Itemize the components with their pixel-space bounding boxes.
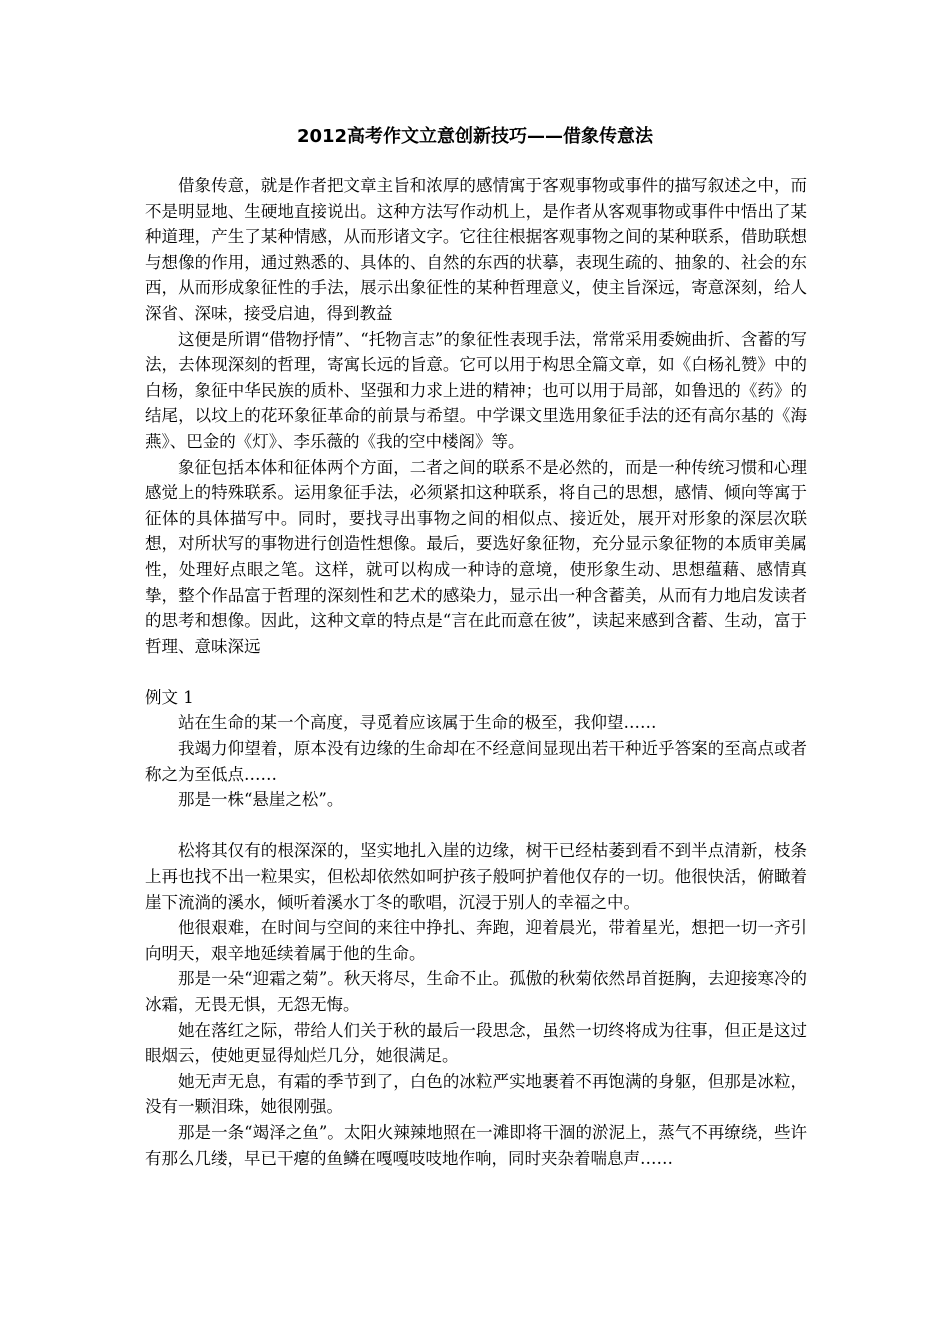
example-paragraph: 他很艰难，在时间与空间的来往中挣扎、奔跑，迎着晨光，带着星光，想把一切一齐引向明天，艰辛地延续着属于他的生命。 (145, 918, 807, 963)
paragraph-spacer (145, 659, 807, 685)
example-paragraph: 那是一朵“迎霜之菊”。秋天将尽，生命不止。孤傲的秋菊依然昂首挺胸，去迎接寒冷的冰霜，无畏无惧，无怨无悔。 (145, 969, 807, 1014)
example-label: 例文 1 (145, 687, 194, 707)
intro-paragraph: 借象传意，就是作者把文章主旨和浓厚的感情寓于客观事物或事件的描写叙述之中，而不是明显地、生硬地直接说出。这种方法写作动机上，是作者从客观事物或事件中悟出了某种道理，产生了某种情感，从而形诸文字。它往往根据客观事物之间的某种联系，借助联想与想像的作用，通过熟悉的、具体的、自然的东西的状摹，表现生疏的、抽象的、社会的东西，从而形成象征性的手法，展示出象征性的某种哲理意义，使主旨深远，寄意深刻，给人深省、深味，接受启迪，得到教益 (145, 176, 807, 323)
intro-paragraph: 这便是所谓“借物抒情”、“托物言志”的象征性表现手法，常常采用委婉曲折、含蓄的写法，去体现深刻的哲理，寄寓长远的旨意。它可以用于构思全篇文章，如《白杨礼赞》中的白杨，象征中华民族的质朴、坚强和力求上进的精神；也可以用于局部，如鲁迅的《药》的结尾，以坟上的花环象征革命的前景与希望。中学课文里选用象征手法的还有高尔基的《海燕》、巴金的《灯》、李乐薇的《我的空中楼阁》等。 (145, 329, 807, 451)
example-paragraph: 那是一条“竭泽之鱼”。太阳火辣辣地照在一滩即将干涸的淤泥上，蒸气不再缭绕，些许有那么几缕，早已干瘪的鱼鳞在嘎嘎吱吱地作响，同时夹杂着喘息声…… (145, 1122, 807, 1168)
example-paragraph: 我竭力仰望着，原本没有边缘的生命却在不经意间显现出若干种近乎答案的至高点或者称之为至低点…… (145, 739, 807, 784)
example-paragraph: 松将其仅有的根深深的，坚实地扎入崖的边缘，树干已经枯萎到看不到半点清新，枝条上再也找不出一粒果实，但松却依然如呵护孩子般呵护着他仅存的一切。他很快活，俯瞰着崖下流淌的溪水，倾听着溪水丁冬的歌唱，沉浸于别人的幸福之中。 (145, 841, 807, 912)
document-body (145, 173, 807, 1171)
intro-paragraph: 象征包括本体和征体两个方面，二者之间的联系不是必然的，而是一种传统习惯和心理感觉上的特殊联系。运用象征手法，必须紧扣这种联系，将自己的思想，感情、倾向等寓于征体的具体描写中。同时，要找寻出事物之间的相似点、接近处，展开对形象的深层次联想，对所状写的事物进行创造性想像。最后，要选好象征物，充分显示象征物的本质审美属性，处理好点眼之笔。这样，就可以构成一种诗的意境，使形象生动、思想蕴藉、感情真挚，整个作品富于哲理的深刻性和艺术的感染力，显示出一种含蓄美，从而有力地启发读者的思考和想像。因此，这种文章的特点是“言在此而意在彼”，读起来感到含蓄、生动，富于哲理、意味深远 (145, 457, 807, 656)
document-title: 2012高考作文立意创新技巧——借象传意法 (296, 126, 654, 147)
example-paragraph: 那是一株“悬崖之松”。 (178, 790, 344, 810)
paragraph-spacer (145, 813, 807, 839)
example-paragraph: 她在落红之际，带给人们关于秋的最后一段思念，虽然一切终将成为往事，但正是这过眼烟云，使她更显得灿烂几分，她很满足。 (145, 1020, 807, 1066)
example-paragraph: 她无声无息，有霜的季节到了，白色的冰粒严实地裹着不再饱满的身躯，但那是冰粒，没有一颗泪珠，她很刚强。 (145, 1071, 807, 1117)
example-paragraph: 站在生命的某一个高度，寻觅着应该属于生命的极至，我仰望…… (178, 713, 657, 733)
